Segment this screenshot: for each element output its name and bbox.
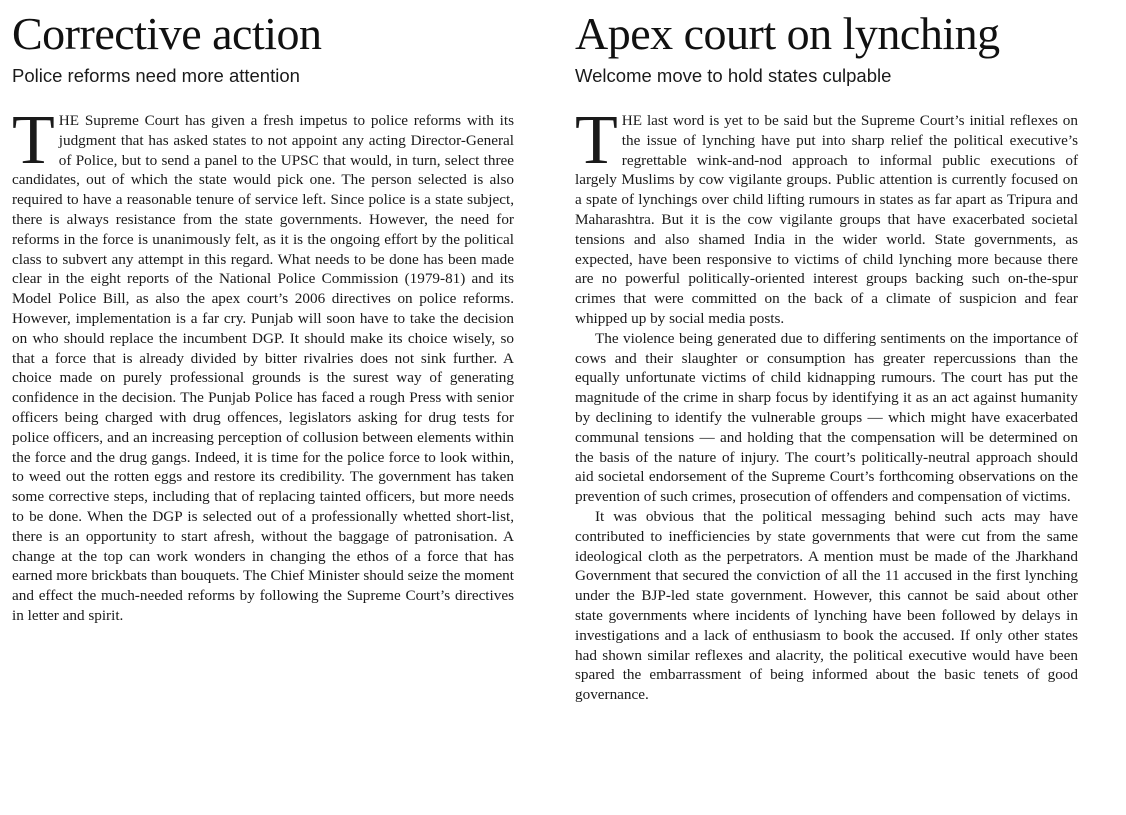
editorial-left xyxy=(12,0,514,626)
paragraph-text: HE Supreme Court has given a fresh impetus to police reforms with its judgment that has asked states to not appoint any acting Director-General of Police, but to send a panel to the UPSC that would, in turn, select three candidates, out of which the state would pick one. The person selected is also required to have a reasonable tenure of service left. Since police is a state subject, there is always resistance from the state governments. However, the need for reforms in the force is unanimously felt, as it is the ongoing effort by the political class to subvert any attempt in this regard. What needs to be done has been made clear in the eight reports of the National Police Commission (1979-81) and its Model Police Bill, as also the apex court’s 2006 directives on police reforms. However, implementation is a far cry. Punjab will soon have to take the decision on who should replace the incumbent DGP. It should make its choice wisely, so that a force that is already divided by bitter rivalries does not sink further. A choice made on purely professional grounds is the surest way of generating confidence in the decision. The Punjab Police has faced a rough Press with senior officers being charged with drug offences, legislators asking for drug tests for police officers, and an increasing perception of collusion between elements within the force and the drug gangs. Indeed, it is time for the police force to look within, to weed out the rotten eggs and restore its credibility. The government has taken some corrective steps, including that of replacing tainted officers, but more needs to be done. When the DGP is selected out of a professionally whetted short-list, there is an opportunity to start afresh, without the baggage of patronisation. A change at the top can work wonders in changing the ethos of a force that has earned more brickbats than bouquets. The Chief Minister should seize the moment and effect the much-needed reforms by following the Supreme Court’s directives in letter and spirit. xyxy=(12,112,514,624)
article-paragraph: It was obvious that the political messaging behind such acts may have contributed to inefficiencies by state governments that were cut from the same ideological cloth as the perpetrators. A mention must be made of the Jharkhand Government that secured the conviction of all the 11 accused in the first lynching under the BJP-led state government. However, this cannot be said about other state governments where incidents of lynching have been followed by delays in investigations and a lack of enthusiasm to book the accused. If only other states had shown similar reflexes and alacrity, the political executive would have been spared the embarrassment of being informed about the basic tenets of good governance. xyxy=(575,507,1078,704)
headline: Apex court on lynching xyxy=(575,8,1000,59)
subheadline: Police reforms need more attention xyxy=(12,65,300,86)
article-paragraph xyxy=(575,102,1078,329)
drop-cap: T xyxy=(575,102,618,179)
article-body xyxy=(575,102,1078,705)
article-paragraph: The violence being generated due to differing sentiments on the importance of cows and their slaughter or consumption has greater repercussions than the equally unfortunate victims of child kidnapping rumours. The court has put the magnitude of the crime in sharp focus by identifying it as an act against humanity by declining to identify the vulnerable groups — which might have exacerbated communal tensions — and holding that the compensation will be determined on the basis of the nature of injury. The court’s politically-neutral approach should aid societal endorsement of the Supreme Court’s forthcoming observations on the prevention of such crimes, prosecution of offenders and compensation of victims. xyxy=(575,329,1078,506)
subheadline: Welcome move to hold states culpable xyxy=(575,65,892,86)
drop-cap: T xyxy=(12,102,55,179)
headline: Corrective action xyxy=(12,8,322,59)
editorial-right xyxy=(575,0,1078,705)
article-body xyxy=(12,102,514,626)
article-paragraph xyxy=(12,102,514,626)
paragraph-text: HE last word is yet to be said but the Supreme Court’s initial reflexes on the issue of lynching have put into sharp relief the political executive’s regrettable wink-and-nod approach to informal public executions of largely Muslims by cow vigilante groups. Public attention is currently focused on a spate of lynchings over child lifting rumours in states as far apart as Tripura and Maharashtra. But it is the cow vigilante groups that have exacerbated societal tensions and also shamed India in the wider world. State governments, as expected, have been responsive to victims of child lynching more because there are no powerful politically-oriented interest groups backing such on-the-spur crimes that were committed on the back of a climate of suspicion and fear whipped up by social media posts. xyxy=(575,112,1078,327)
